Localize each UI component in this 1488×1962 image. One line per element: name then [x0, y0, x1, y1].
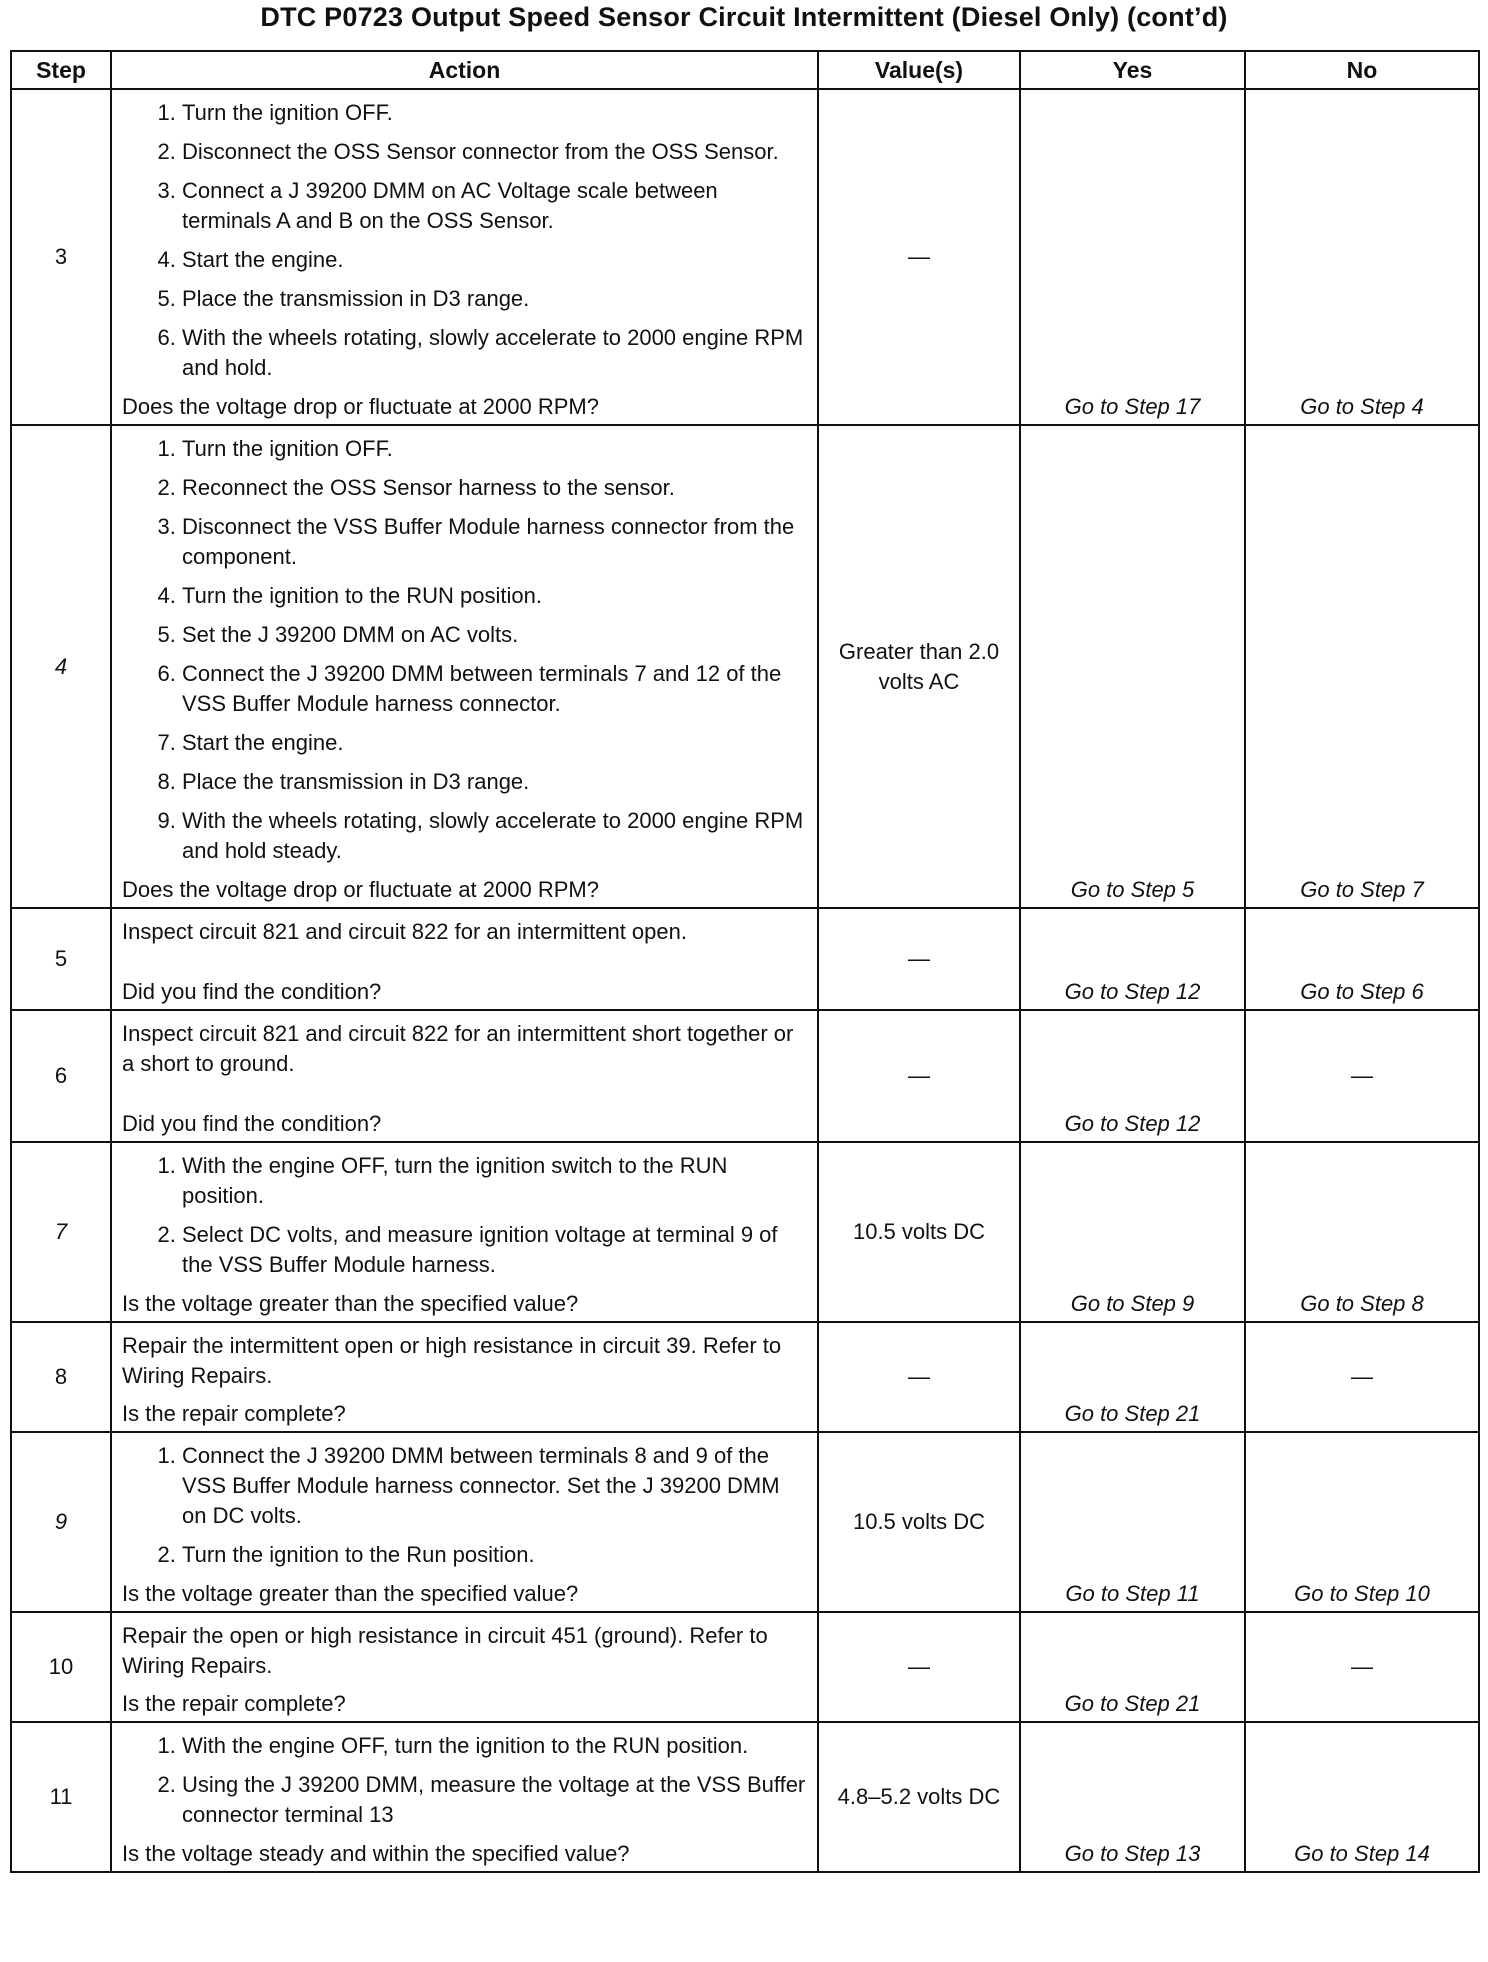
table-row: [11, 1612, 1479, 1722]
question-text: Is the voltage greater than the specified value?: [122, 1291, 579, 1316]
table-row: [11, 425, 1479, 908]
list-item: 2. Using the J 39200 DMM, measure the voltage at the VSS Buffer connector terminal 13: [182, 1770, 809, 1830]
question-text: Is the repair complete?: [122, 1401, 346, 1426]
page-title: DTC P0723 Output Speed Sensor Circuit Intermittent (Diesel Only) (cont’d): [260, 2, 1228, 32]
question-text: Is the voltage greater than the specified value?: [122, 1581, 579, 1606]
list-item: 1. Connect the J 39200 DMM between terminals 8 and 9 of the VSS Buffer Module harness connector. Set the J 39200 DMM on DC volts.: [182, 1441, 809, 1531]
list-item: 6. With the wheels rotating, slowly accelerate to 2000 engine RPM and hold.: [182, 323, 809, 383]
action-text: Repair the intermittent open or high resistance in circuit 39. Refer to Wiring Repairs.: [122, 1333, 782, 1388]
action-text: Repair the open or high resistance in circuit 451 (ground). Refer to Wiring Repairs.: [122, 1623, 768, 1678]
no-cell: —: [1245, 1612, 1479, 1722]
value-cell: 10.5 volts DC: [818, 1432, 1020, 1612]
question-text: Did you find the condition?: [122, 979, 382, 1004]
value-cell: —: [818, 908, 1020, 1010]
action-cell: [111, 908, 818, 1010]
list-item: 1. With the engine OFF, turn the ignition to the RUN position.: [182, 1731, 809, 1761]
header-values: Value(s): [818, 51, 1020, 89]
list-item: 4. Start the engine.: [182, 245, 809, 275]
list-item: 6. Connect the J 39200 DMM between terminals 7 and 12 of the VSS Buffer Module harness connector.: [182, 659, 809, 719]
table-row: [11, 908, 1479, 1010]
value-cell: —: [818, 1612, 1020, 1722]
table-header-row: [11, 51, 1479, 89]
step-number: 3: [11, 89, 111, 425]
yes-cell: Go to Step 13: [1020, 1722, 1245, 1872]
value-cell: 4.8–5.2 volts DC: [818, 1722, 1020, 1872]
diagnostic-table: [10, 50, 1480, 1873]
no-cell: —: [1245, 1010, 1479, 1142]
action-cell: [111, 1142, 818, 1322]
table-row: [11, 89, 1479, 425]
step-number: 5: [11, 908, 111, 1010]
list-item: 9. With the wheels rotating, slowly accelerate to 2000 engine RPM and hold steady.: [182, 806, 809, 866]
question-text: Is the voltage steady and within the specified value?: [122, 1841, 630, 1866]
table-row: [11, 1322, 1479, 1432]
question-text: Does the voltage drop or fluctuate at 2000 RPM?: [122, 877, 599, 902]
step-number: 10: [11, 1612, 111, 1722]
header-no: No: [1245, 51, 1479, 89]
list-item: 3. Connect a J 39200 DMM on AC Voltage scale between terminals A and B on the OSS Sensor.: [182, 176, 809, 236]
list-item: 1. Turn the ignition OFF.: [182, 98, 809, 128]
no-cell: Go to Step 7: [1245, 425, 1479, 908]
table-row: [11, 1722, 1479, 1872]
yes-cell: Go to Step 11: [1020, 1432, 1245, 1612]
value-cell: Greater than 2.0 volts AC: [818, 425, 1020, 908]
action-text: Inspect circuit 821 and circuit 822 for an intermittent open.: [122, 919, 687, 944]
yes-cell: Go to Step 21: [1020, 1612, 1245, 1722]
list-item: 2. Select DC volts, and measure ignition voltage at terminal 9 of the VSS Buffer Module harness.: [182, 1220, 809, 1280]
action-cell: [111, 1432, 818, 1612]
table-row: [11, 1432, 1479, 1612]
yes-cell: Go to Step 21: [1020, 1322, 1245, 1432]
list-item: 8. Place the transmission in D3 range.: [182, 767, 809, 797]
action-cell: [111, 425, 818, 908]
header-step: Step: [11, 51, 111, 89]
action-list: [122, 1151, 809, 1280]
no-cell: Go to Step 4: [1245, 89, 1479, 425]
list-item: 3. Disconnect the VSS Buffer Module harness connector from the component.: [182, 512, 809, 572]
no-cell: Go to Step 14: [1245, 1722, 1479, 1872]
list-item: 2. Reconnect the OSS Sensor harness to the sensor.: [182, 473, 809, 503]
question-text: Is the repair complete?: [122, 1691, 346, 1716]
value-cell: —: [818, 1322, 1020, 1432]
list-item: 7. Start the engine.: [182, 728, 809, 758]
question-text: Did you find the condition?: [122, 1111, 382, 1136]
yes-cell: Go to Step 9: [1020, 1142, 1245, 1322]
action-cell: [111, 89, 818, 425]
action-cell: [111, 1322, 818, 1432]
action-list: [122, 1731, 809, 1830]
step-number: 8: [11, 1322, 111, 1432]
list-item: 5. Set the J 39200 DMM on AC volts.: [182, 620, 809, 650]
action-list: [122, 98, 809, 383]
list-item: 2. Turn the ignition to the Run position.: [182, 1540, 809, 1570]
action-list: [122, 1441, 809, 1570]
value-cell: —: [818, 89, 1020, 425]
step-number: 11: [11, 1722, 111, 1872]
step-number: 4: [11, 425, 111, 908]
step-number: 7: [11, 1142, 111, 1322]
yes-cell: Go to Step 12: [1020, 1010, 1245, 1142]
list-item: 1. Turn the ignition OFF.: [182, 434, 809, 464]
action-cell: [111, 1612, 818, 1722]
action-cell: [111, 1722, 818, 1872]
no-cell: Go to Step 10: [1245, 1432, 1479, 1612]
yes-cell: Go to Step 5: [1020, 425, 1245, 908]
list-item: 1. With the engine OFF, turn the ignition switch to the RUN position.: [182, 1151, 809, 1211]
header-action: Action: [111, 51, 818, 89]
no-cell: —: [1245, 1322, 1479, 1432]
action-cell: [111, 1010, 818, 1142]
list-item: 2. Disconnect the OSS Sensor connector from the OSS Sensor.: [182, 137, 809, 167]
yes-cell: Go to Step 12: [1020, 908, 1245, 1010]
yes-cell: Go to Step 17: [1020, 89, 1245, 425]
action-list: [122, 434, 809, 866]
question-text: Does the voltage drop or fluctuate at 2000 RPM?: [122, 394, 599, 419]
list-item: 4. Turn the ignition to the RUN position.: [182, 581, 809, 611]
no-cell: Go to Step 6: [1245, 908, 1479, 1010]
value-cell: —: [818, 1010, 1020, 1142]
action-text: Inspect circuit 821 and circuit 822 for an intermittent short together or a short to ground.: [122, 1021, 794, 1076]
no-cell: Go to Step 8: [1245, 1142, 1479, 1322]
list-item: 5. Place the transmission in D3 range.: [182, 284, 809, 314]
step-number: 9: [11, 1432, 111, 1612]
value-cell: 10.5 volts DC: [818, 1142, 1020, 1322]
header-yes: Yes: [1020, 51, 1245, 89]
table-row: [11, 1010, 1479, 1142]
step-number: 6: [11, 1010, 111, 1142]
table-row: [11, 1142, 1479, 1322]
